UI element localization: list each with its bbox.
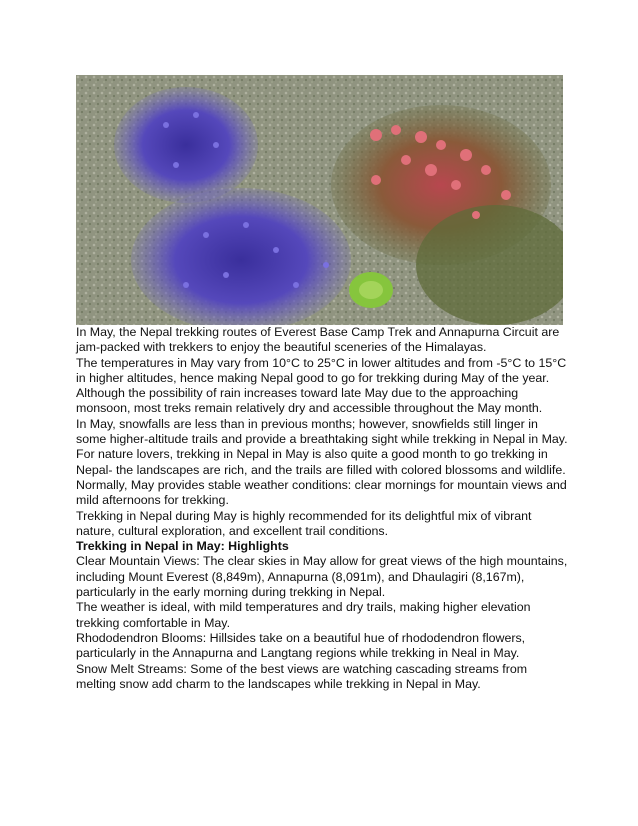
paragraph-intro-6: Normally, May provides stable weather conditions: clear mornings for mountain views and mild afternoons for trekking.: [76, 477, 567, 508]
paragraph-intro-4: In May, snowfalls are less than in previous months; however, snowfields still linger in some higher-altitude trails and provide a breathtaking sight while trekking in Nepal in May.: [76, 416, 568, 447]
highlights-heading: Trekking in Nepal in May: Highlights: [76, 539, 289, 554]
paragraph-intro-3: Although the possibility of rain increases toward late May due to the approaching monsoon, most treks remain relatively dry and accessible throughout the May month.: [76, 386, 543, 416]
paragraph-intro-1: In May, the Nepal trekking routes of Everest Base Camp Trek and Annapurna Circuit are jam-packed with trekkers to enjoy the beautiful sceneries of the Himalayas.: [76, 325, 560, 355]
paragraph-highlight-3: Rhododendron Blooms: Hillsides take on a beautiful hue of rhododendron flowers, particularly in the Annapurna and Langtang regions while trekking in Neal in May.: [76, 630, 526, 661]
paragraph-intro-5: For nature lovers, trekking in Nepal in May is also quite a good month to go trekking in Nepal- the landscapes are rich, and the trails are filled with colored blossoms and wildlife.: [76, 447, 566, 477]
paragraph-intro-7: Trekking in Nepal during May is highly recommended for its delightful mix of vibrant nature, cultural exploration, and excellent trail conditions.: [76, 508, 532, 538]
paragraph-intro-2: The temperatures in May vary from 10°C to 25°C in lower altitudes and from -5°C to 15°C in higher altitudes, hence making Nepal good to go for trekking during May of the year.: [76, 355, 567, 385]
paragraph-highlight-2: The weather is ideal, with mild temperatures and dry trails, making higher elevation trekking comfortable in May.: [76, 600, 531, 630]
flower-photo: [76, 75, 563, 325]
paragraph-highlight-1: Clear Mountain Views: The clear skies in May allow for great views of the high mountains, including Mount Everest (8,849m), Annapurna (8,091m), and Dhaulagiri (8,167m), particularly in the early morning during trekking in Nepal.: [76, 554, 568, 600]
paragraph-highlight-4: Snow Melt Streams: Some of the best views are watching cascading streams from melting snow add charm to the landscapes while trekking in Nepal in May.: [76, 661, 528, 691]
flower-photo-illustration: [76, 75, 563, 325]
article-body: [76, 325, 568, 692]
